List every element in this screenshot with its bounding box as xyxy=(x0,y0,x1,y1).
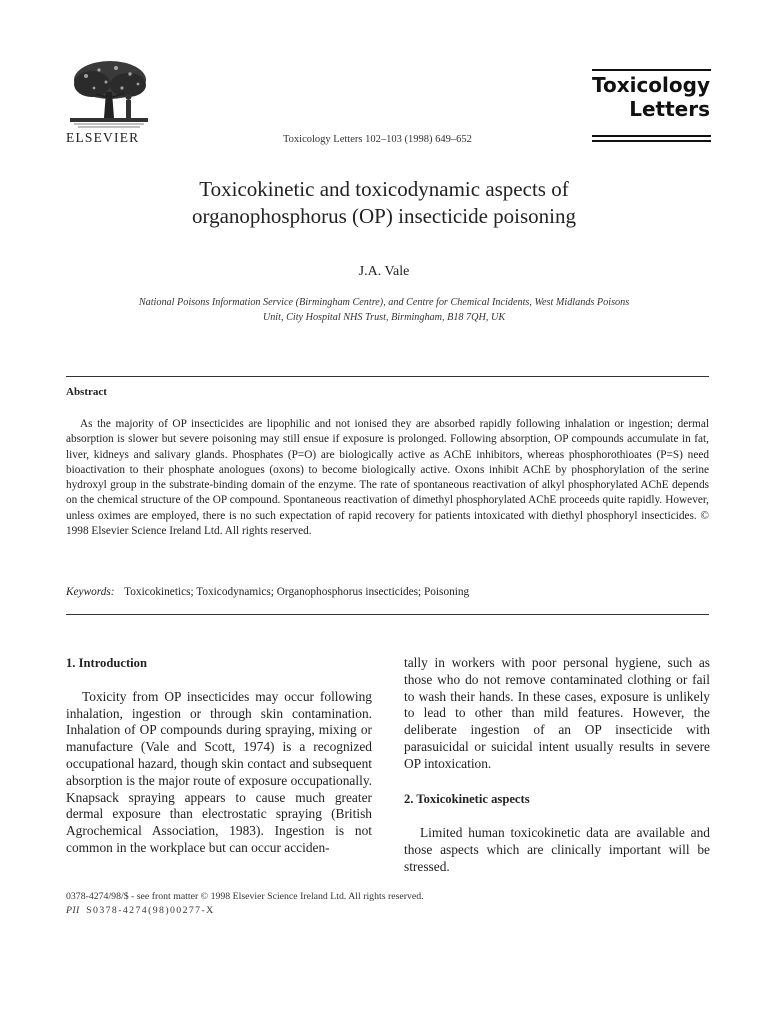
intro-heading: 1. Introduction xyxy=(66,656,147,670)
affiliation xyxy=(100,295,668,325)
title-line2: organophosphorus (OP) insecticide poisoning xyxy=(192,204,576,228)
abstract-heading: Abstract xyxy=(66,386,107,398)
journal-reference: Toxicology Letters 102–103 (1998) 649–652 xyxy=(283,134,472,145)
left-column xyxy=(66,655,372,857)
divider-bottom xyxy=(66,614,709,615)
affiliation-line2: Unit, City Hospital NHS Trust, Birmingham, B18 7QH, UK xyxy=(262,312,506,323)
pii-line xyxy=(66,904,424,918)
title-line1: Toxicokinetic and toxicodynamic aspects of xyxy=(199,177,569,201)
keywords-text: Toxicokinetics; Toxicodynamics; Organophosphorus insecticides; Poisoning xyxy=(124,586,470,598)
article-title xyxy=(0,176,768,230)
keywords-label: Keywords: xyxy=(66,586,115,598)
pii-value: S0378-4274(98)00277-X xyxy=(86,905,215,916)
author: J.A. Vale xyxy=(358,264,410,279)
intro-paragraph-1-continued: tally in workers with poor personal hygiene, such as those who do not remove contaminated clothing or fail to wash their hands. In these cases, exposure is unlikely to lead to other than mild features. However, the deliberate ingestion of an OP insecticide with parasuicidal or suicidal intent usually results in severe OP intoxication. xyxy=(404,655,710,771)
brand-line2: Letters xyxy=(629,97,710,121)
keywords xyxy=(66,586,469,598)
abstract-text: As the majority of OP insecticides are lipophilic and not ionised they are absorbed rapidly following inhalation or ingestion; dermal absorption is slower but severe poisoning may still ensue if exposure is prolonged. Following absorption, OP compounds accumulate in fat, liver, kidneys and salivary glands. Phosphates (P=O) are biologically active as AChE inhibitors, whereas phosphorothioates (P=S) need bioactivation to their phosphate anologues (oxons) to become biologically active. Oxons inhibit AChE by phosphorylation of the serine hydroxyl group in the substrate-binding domain of the enzyme. The rate of spontaneous reactivation of alkyl phosphorylated AChE depends on the chemical structure of the OP compound. Spontaneous reactivation of dimethyl phosphorylated AChE proceeds quite rapidly. However, unless oximes are employed, there is no such expectation of rapid recovery for patients intoxicated with diethyl phosphoryl insecticides. © 1998 Elsevier Science Ireland Ltd. All rights reserved. xyxy=(66,418,709,538)
toxicokinetic-paragraph-1: Limited human toxicokinetic data are available and those aspects which are clinically important will be stressed. xyxy=(404,825,710,874)
brand-rule-bottom xyxy=(592,140,711,142)
intro-paragraph-1: Toxicity from OP insecticides may occur following inhalation, ingestion or through skin contamination. Inhalation of OP compounds during spraying, mixing or manufacture (Vale and Scott, 1974) is a recognized occupational hazard, though skin contact and subsequent absorption is the major route of exposure occupationally. Knapsack spraying appears to cause much greater dermal exposure than electrostatic spraying (British Agrochemical Association, 1983). Ingestion is not common in the workplace but can occur acciden- xyxy=(66,688,372,855)
journal-brand xyxy=(550,73,710,121)
elsevier-tree-icon xyxy=(66,58,152,130)
elsevier-logo xyxy=(66,58,152,130)
right-column xyxy=(404,655,710,876)
brand-rule-top xyxy=(592,69,711,71)
footnote xyxy=(66,890,424,918)
brand-rule-mid xyxy=(592,135,711,137)
divider-top xyxy=(66,376,709,377)
affiliation-line1: National Poisons Information Service (Birmingham Centre), and Centre for Chemical Incidents, West Midlands Poisons xyxy=(138,297,630,308)
publisher-name: ELSEVIER xyxy=(66,130,140,145)
pii-label: PII xyxy=(66,905,80,916)
toxicokinetic-heading: 2. Toxicokinetic aspects xyxy=(404,791,530,806)
brand-line1: Toxicology xyxy=(591,73,710,97)
issn-line: 0378-4274/98/$ - see front matter © 1998 Elsevier Science Ireland Ltd. All rights reserved. xyxy=(66,891,424,902)
